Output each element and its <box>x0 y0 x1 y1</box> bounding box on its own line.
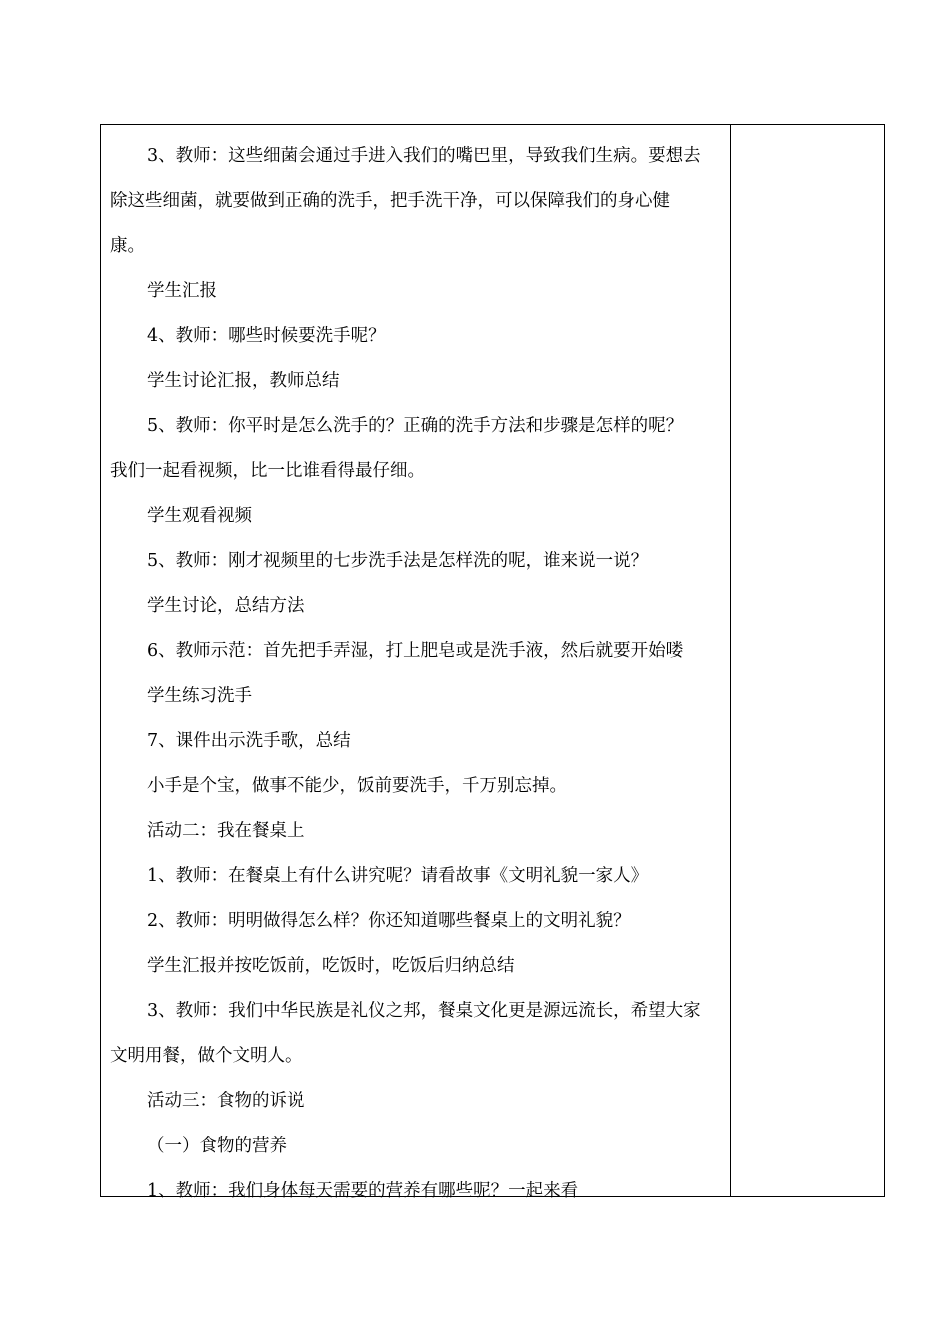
subheading-food-nutrition: （一）食物的营养 <box>147 1136 287 1156</box>
paragraph-student-method: 学生讨论，总结方法 <box>147 596 305 616</box>
paragraph-song: 小手是个宝，做事不能少，饭前要洗手，千万别忘掉。 <box>147 776 567 796</box>
heading-activity-3: 活动三：食物的诉说 <box>147 1091 305 1111</box>
lesson-content-cell <box>110 134 725 1214</box>
paragraph-student-practice: 学生练习洗手 <box>147 686 252 706</box>
paragraph-student-report: 学生汇报 <box>147 281 217 301</box>
paragraph-activity2-student: 学生汇报并按吃饭前，吃饭时，吃饭后归纳总结 <box>147 956 515 976</box>
paragraph-activity2-teacher-3-line1: 3、教师：我们中华民族是礼仪之邦，餐桌文化更是源远流长，希望大家 <box>147 1001 701 1021</box>
paragraph-teacher-3-line2: 除这些细菌，就要做到正确的洗手，把手洗干净，可以保障我们的身心健 <box>110 191 670 211</box>
paragraph-activity2-teacher-1: 1、教师：在餐桌上有什么讲究呢？请看故事《文明礼貌一家人》 <box>147 866 649 886</box>
paragraph-teacher-7: 7、课件出示洗手歌，总结 <box>147 731 351 751</box>
table-column-divider <box>730 124 731 1197</box>
paragraph-student-watch: 学生观看视频 <box>147 506 252 526</box>
heading-activity-2: 活动二：我在餐桌上 <box>147 821 305 841</box>
paragraph-teacher-5-line2: 我们一起看视频，比一比谁看得最仔细。 <box>110 461 425 481</box>
paragraph-teacher-5-line1: 5、教师：你平时是怎么洗手的？正确的洗手方法和步骤是怎样的呢？ <box>147 416 684 436</box>
paragraph-student-discuss: 学生讨论汇报，教师总结 <box>147 371 340 391</box>
paragraph-teacher-4: 4、教师：哪些时候要洗手呢？ <box>147 326 386 346</box>
paragraph-teacher-3-line1: 3、教师：这些细菌会通过手进入我们的嘴巴里，导致我们生病。要想去 <box>147 146 701 166</box>
paragraph-activity2-teacher-3-line2: 文明用餐，做个文明人。 <box>110 1046 303 1066</box>
paragraph-activity3-teacher-1: 1、教师：我们身体每天需要的营养有哪些呢？一起来看 <box>147 1181 579 1201</box>
paragraph-teacher-5b: 5、教师：刚才视频里的七步洗手法是怎样洗的呢，谁来说一说？ <box>147 551 649 571</box>
paragraph-activity2-teacher-2: 2、教师：明明做得怎么样？你还知道哪些餐桌上的文明礼貌？ <box>147 911 631 931</box>
paragraph-teacher-6: 6、教师示范：首先把手弄湿，打上肥皂或是洗手液，然后就要开始喽 <box>147 641 684 661</box>
paragraph-teacher-3-line3: 康。 <box>110 236 145 256</box>
